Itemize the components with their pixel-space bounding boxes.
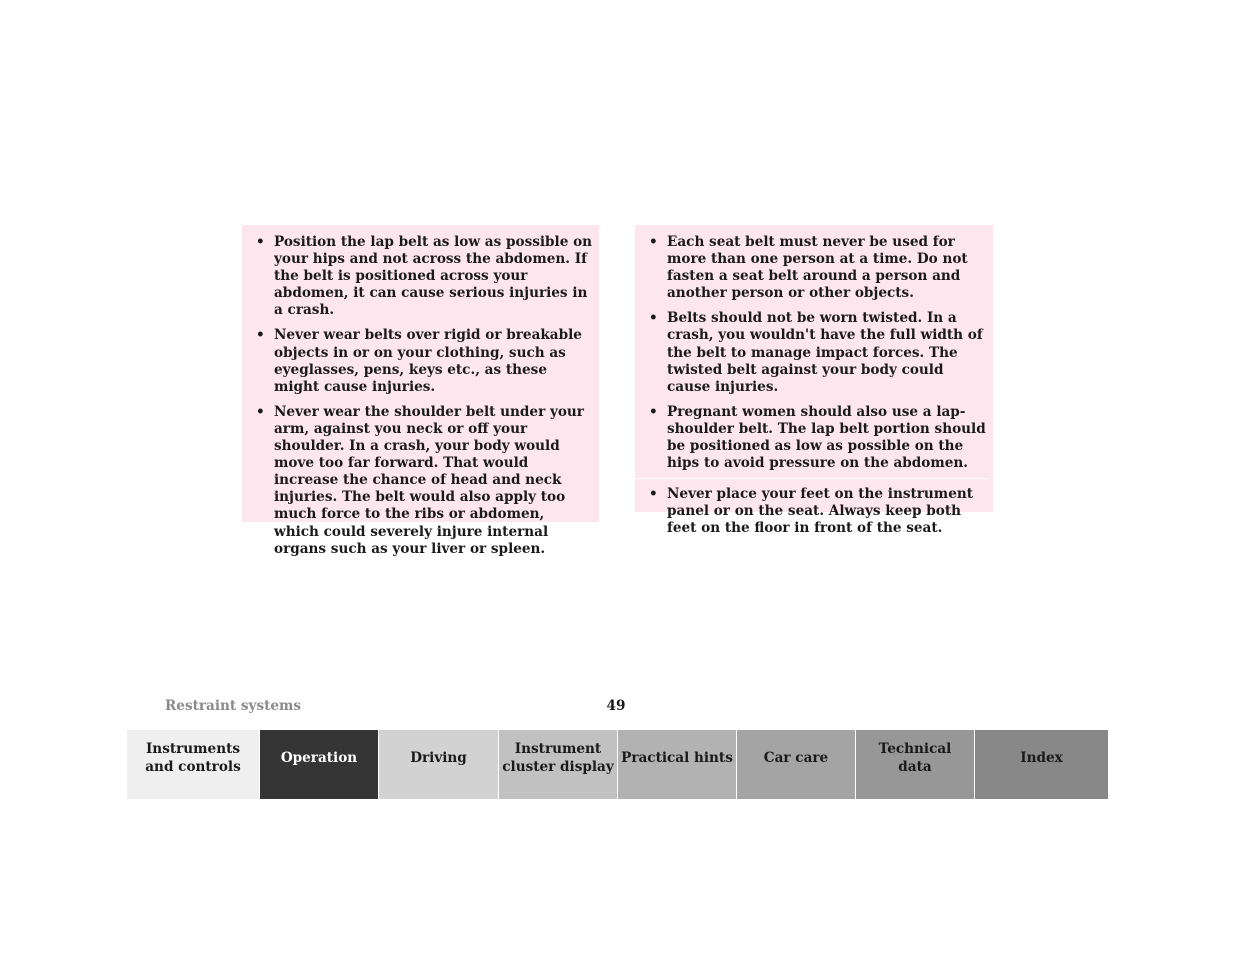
warning-box-right: [635, 225, 993, 537]
tab-instruments-and-controls[interactable]: Instruments and controls: [127, 730, 259, 799]
warning-item: • Never wear belts over rigid or breakable objects in or on your clothing, such as eyeglasses, pens, keys etc., as these might cause injuries.: [256, 327, 593, 395]
warning-list-left: [256, 234, 593, 558]
tab-car-care[interactable]: Car care: [736, 730, 855, 799]
warning-item: • Pregnant women should also use a lap-shoulder belt. The lap belt portion should be positioned as low as possible on the hips to avoid pressure on the abdomen.: [649, 404, 987, 472]
warning-box-left: [242, 225, 599, 557]
tab-technical-data[interactable]: Technical data: [855, 730, 974, 799]
warning-item: • Never place your feet on the instrument panel or on the seat. Always keep both feet on the floor in front of the seat.: [635, 478, 987, 537]
warning-list-right: [649, 234, 987, 538]
section-title: Restraint systems: [165, 698, 302, 714]
warning-item: • Never wear the shoulder belt under your arm, against you neck or off your shoulder. In a crash, your body would move too far forward. That would increase the chance of head and neck injuries. The belt would also apply too much force to the ribs or abdomen, which could severely injure internal organs such as your liver or spleen.: [256, 404, 593, 558]
tab-operation[interactable]: Operation: [259, 730, 378, 799]
warning-item: • Position the lap belt as low as possible on your hips and not across the abdomen. If the belt is positioned across your abdomen, it can cause serious injuries in a crash.: [256, 234, 593, 319]
tab-practical-hints[interactable]: Practical hints: [617, 730, 736, 799]
tab-instrument-cluster-display[interactable]: Instrument cluster display: [498, 730, 617, 799]
warning-item: • Belts should not be worn twisted. In a crash, you wouldn't have the full width of the belt to manage impact forces. The twisted belt against your body could cause injuries.: [649, 310, 987, 395]
tab-driving[interactable]: Driving: [378, 730, 498, 799]
chapter-nav: [127, 730, 1108, 799]
tab-index[interactable]: Index: [974, 730, 1108, 799]
page-number: 49: [606, 698, 626, 714]
warning-item: • Each seat belt must never be used for more than one person at a time. Do not fasten a seat belt around a person and another person or other objects.: [649, 234, 987, 302]
